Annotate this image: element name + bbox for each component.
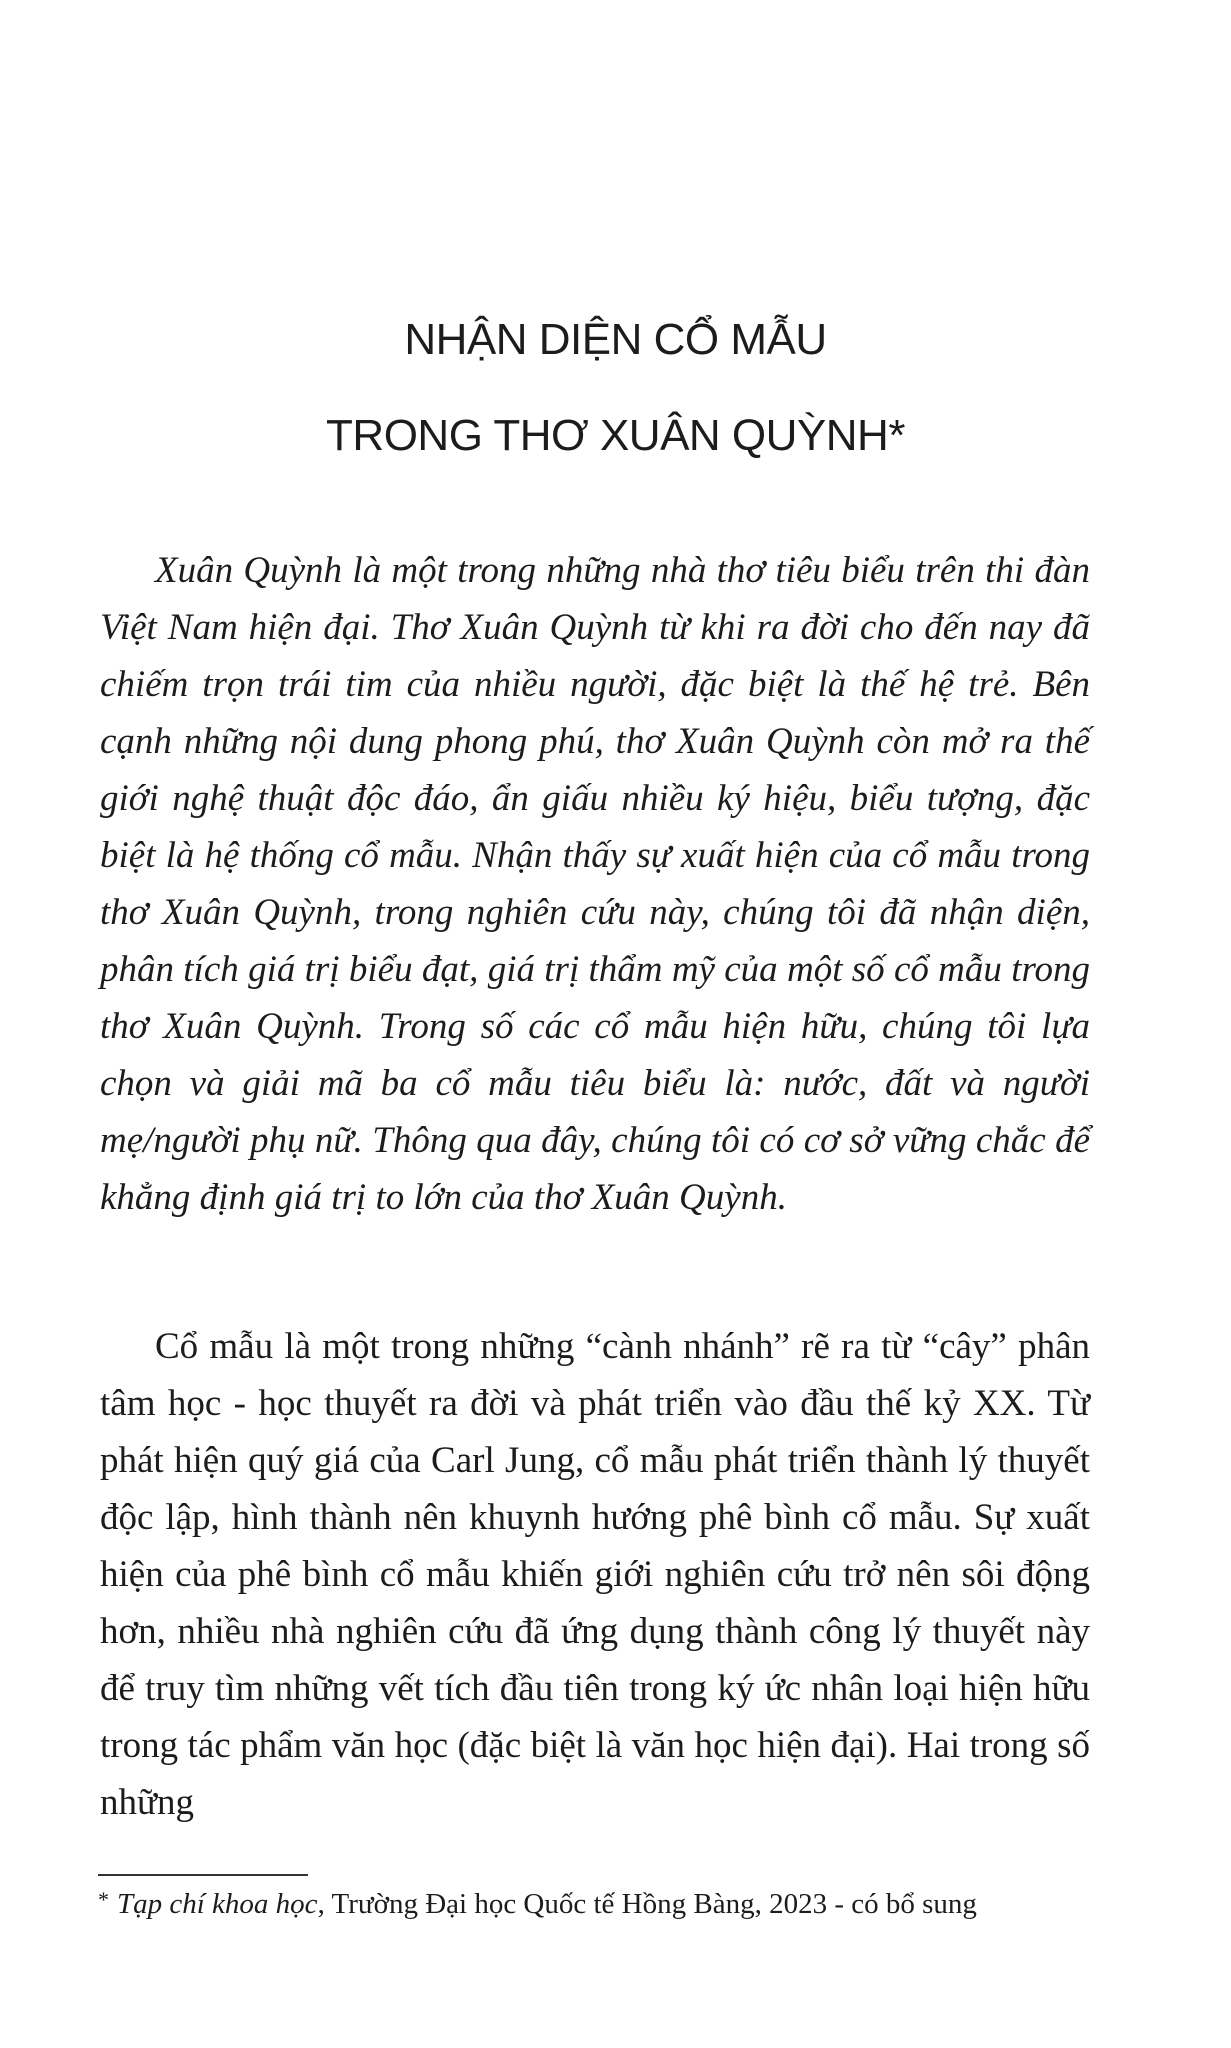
abstract-paragraph: Xuân Quỳnh là một trong những nhà thơ tiêu biểu trên thi đàn Việt Nam hiện đại. Thơ Xuân Quỳnh từ khi ra đời cho đến nay đã chiếm trọn trái tim của nhiều người, đặc biệt là thế hệ trẻ. Bên cạnh những nội dung phong phú, thơ Xuân Quỳnh còn mở ra thế giới nghệ thuật độc đáo, ẩn giấu nhiều ký hiệu, biểu tượng, đặc biệt là hệ thống cổ mẫu. Nhận thấy sự xuất hiện của cổ mẫu trong thơ Xuân Quỳnh, trong nghiên cứu này, chúng tôi đã nhận diện, phân tích giá trị biểu đạt, giá trị thẩm mỹ của một số cổ mẫu trong thơ Xuân Quỳnh. Trong số các cổ mẫu hiện hữu, chúng tôi lựa chọn và giải mã ba cổ mẫu tiêu biểu là: nước, đất và người mẹ/người phụ nữ. Thông qua đây, chúng tôi có cơ sở vững chắc để khẳng định giá trị to lớn của thơ Xuân Quỳnh. <box>100 550 1090 1218</box>
chapter-title-line-2: TRONG THƠ XUÂN QUỲNH* <box>326 411 905 460</box>
chapter-title <box>0 292 1231 484</box>
footnote-divider <box>98 1874 308 1876</box>
footnote <box>98 1880 1098 1924</box>
body-paragraph: Cổ mẫu là một trong những “cành nhánh” rẽ ra từ “cây” phân tâm học - học thuyết ra đời và phát triển vào đầu thế kỷ XX. Từ phát hiện quý giá của Carl Jung, cổ mẫu phát triển thành lý thuyết độc lập, hình thành nên khuynh hướng phê bình cổ mẫu. Sự xuất hiện của phê bình cổ mẫu khiến giới nghiên cứu trở nên sôi động hơn, nhiều nhà nghiên cứu đã ứng dụng thành công lý thuyết này để truy tìm những vết tích đầu tiên trong ký ức nhân loại hiện hữu trong tác phẩm văn học (đặc biệt là văn học hiện đại). Hai trong số những <box>100 1326 1090 1823</box>
footnote-text: , Trường Đại học Quốc tế Hồng Bàng, 2023 - có bổ sung <box>317 1888 977 1920</box>
chapter-title-line-1: NHẬN DIỆN CỔ MẪU <box>404 315 827 364</box>
footnote-mark: * <box>98 1887 109 1912</box>
footnote-journal: Tạp chí khoa học <box>117 1888 318 1920</box>
